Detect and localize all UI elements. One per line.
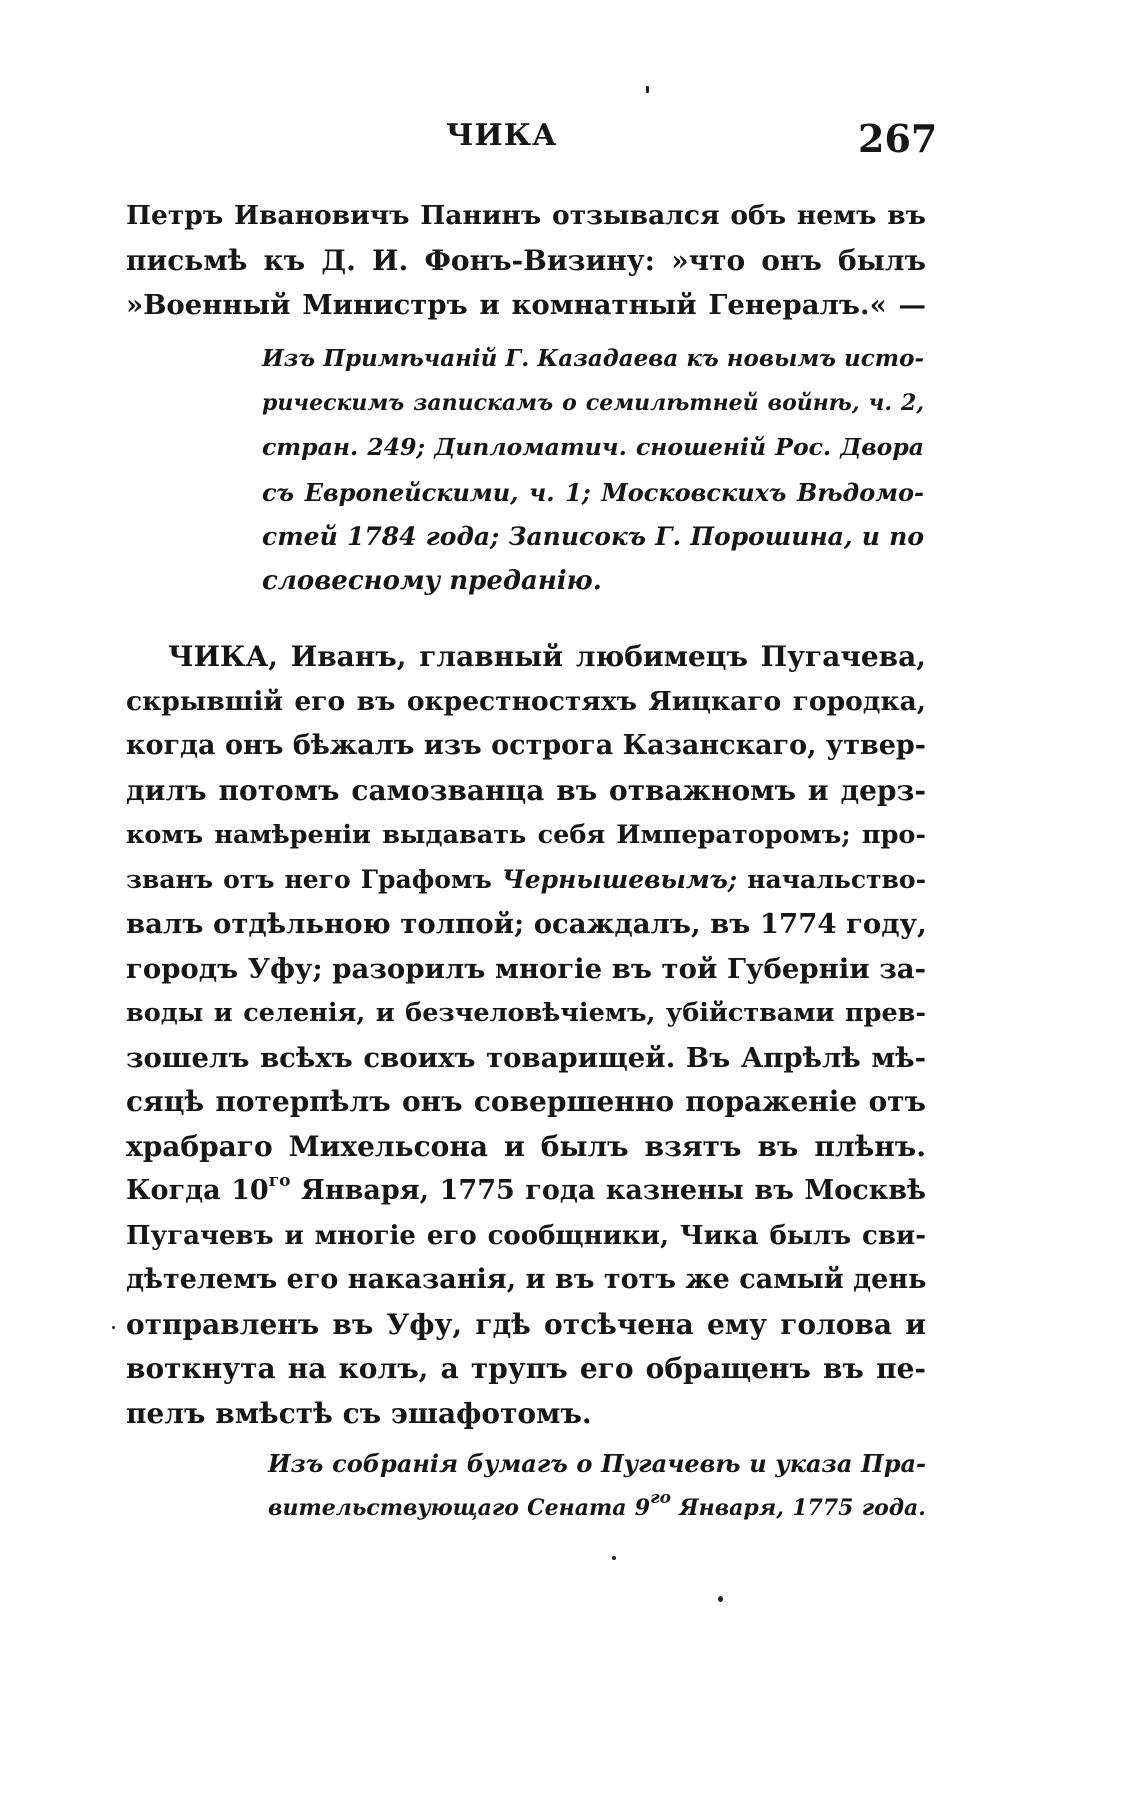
source-note-1	[262, 338, 924, 605]
print-speck	[612, 1556, 616, 1560]
article-line: когда онъ бѣжалъ изъ острога Казанскаго, утвер-	[126, 730, 926, 761]
article-line: дѣтелемъ его наказанія, и въ тотъ же самый день	[126, 1264, 927, 1295]
article-text: начальство-	[747, 864, 926, 894]
source-text: вительствующаго Сената 9	[268, 1494, 651, 1521]
article-line: комъ намѣреніи выдавать себя Императоромъ; про-	[126, 820, 926, 850]
article-line	[126, 1169, 926, 1214]
article-line: храбраго Михельсона и былъ взятъ въ плѣнъ.	[126, 1129, 926, 1163]
article-line: воды и селенія, и безчеловѣчіемъ, убійствами прев-	[126, 998, 926, 1028]
article-text: Когда 10	[126, 1175, 269, 1206]
source-line: съ Европейскими, ч. 1; Московскихъ Вѣдомо-	[262, 477, 924, 507]
article-line	[126, 858, 926, 903]
article-line: скрывшій его въ окрестностяхъ Яицкаго городка,	[126, 685, 926, 717]
source-note-2	[268, 1443, 926, 1532]
article-line: пелъ вмѣстѣ съ эшафотомъ.	[126, 1396, 592, 1430]
page-number: 267	[858, 116, 938, 161]
article-text: Января, 1775 года казнены въ Москвѣ	[301, 1175, 926, 1206]
text-line: письмѣ къ Д. И. Фонъ-Визину: »что онъ былъ	[126, 243, 926, 277]
article-line: сяцѣ потерпѣлъ онъ совершенно пораженіе отъ	[126, 1085, 926, 1118]
source-line: стран. 249; Дипломатич. сношеній Рос. Двора	[262, 433, 924, 461]
source-line: словесному преданію.	[262, 565, 602, 596]
source-line: рическимъ запискамъ о семилѣтней войнѣ, ч. 2,	[262, 389, 924, 416]
print-speck	[646, 86, 649, 93]
article-line: ЧИКА, Иванъ, главный любимецъ Пугачева,	[168, 640, 926, 673]
article-line: Пугачевъ и многіе его сообщники, Чика былъ сви-	[126, 1220, 926, 1251]
article-chika	[126, 635, 926, 1436]
article-line: дилъ потомъ самозванца въ отважномъ и дерз-	[126, 773, 926, 807]
print-speck	[112, 1326, 115, 1329]
top-paragraph	[126, 194, 926, 328]
source-line	[268, 1488, 926, 1533]
article-line: зошелъ всѣхъ своихъ товарищей. Въ Апрѣлѣ мѣ-	[126, 1041, 926, 1074]
superscript: го	[650, 1488, 671, 1509]
superscript: го	[268, 1171, 291, 1191]
article-line: валъ отдѣльною толпой; осаждалъ, въ 1774 году,	[126, 908, 927, 940]
article-line: городъ Уфу; разорилъ многіе въ той Губерніи за-	[126, 952, 926, 985]
text-line: Петръ Ивановичъ Панинъ отзывался объ немъ въ	[126, 200, 926, 231]
article-text: званъ отъ него Графомъ	[126, 864, 492, 894]
article-line: воткнута на колъ, а трупъ его обращенъ въ пе-	[126, 1352, 926, 1385]
source-line: Изъ Примѣчаній Г. Казадаева къ новымъ исто-	[262, 345, 924, 372]
running-head: ЧИКА	[446, 118, 558, 153]
source-line: стей 1784 года; Записокъ Г. Порошина, и по	[262, 522, 924, 551]
article-line: отправленъ въ Уфу, гдѣ отсѣчена ему голова и	[126, 1307, 926, 1341]
article-italic-name: Чернышевымъ;	[501, 864, 738, 894]
text-line: »Военный Министръ и комнатный Генералъ.« —	[126, 289, 926, 321]
print-speck	[718, 1596, 723, 1602]
source-text: Января, 1775 года.	[679, 1494, 926, 1521]
source-line: Изъ собранія бумагъ о Пугачевѣ и указа Пра-	[268, 1449, 926, 1478]
